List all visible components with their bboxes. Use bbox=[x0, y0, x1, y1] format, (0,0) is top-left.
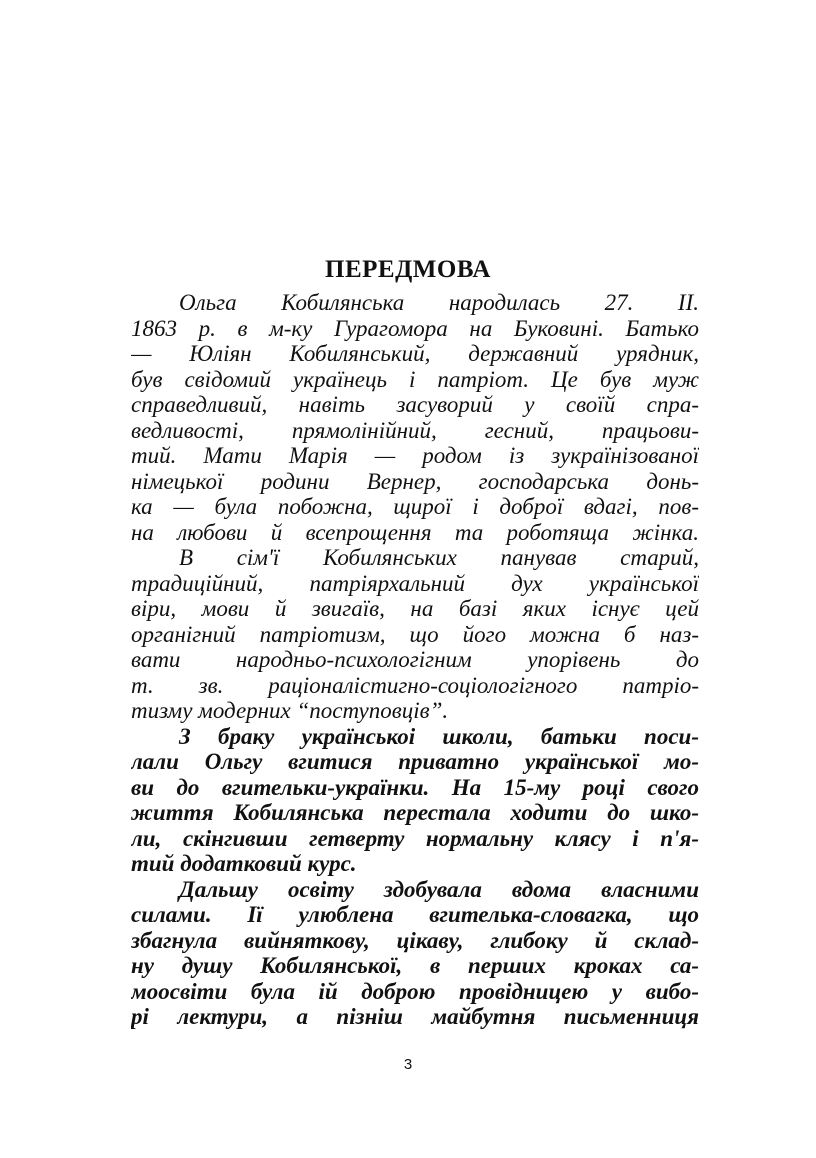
text-line: органігний патріотизм, що його можна б наз- bbox=[131, 621, 699, 647]
text-line: т. зв. раціоналістигно-соціологігного патріо- bbox=[131, 672, 699, 698]
paragraph-2 bbox=[131, 545, 699, 724]
page-number: 3 bbox=[403, 1056, 413, 1073]
paragraph-1 bbox=[131, 290, 699, 545]
text-line: ли, скінгивши гетверту нормальну клясу і п'я- bbox=[131, 825, 699, 851]
text-line: тизму модерних “поступовців”. bbox=[131, 698, 449, 723]
page-heading: ПЕРЕДМОВА bbox=[325, 256, 491, 283]
paragraph-4 bbox=[131, 877, 699, 1030]
text-line: — Юліян Кобилянський, державний урядник, bbox=[131, 341, 699, 366]
text-line: ка — була побожна, щирої і доброї вдагі, пов- bbox=[131, 494, 699, 519]
text-line: на любови й всепрощення та роботяща жінка. bbox=[131, 519, 699, 545]
text-line: 1863 р. в м-ку Гурагомора на Буковині. Батько bbox=[131, 315, 699, 341]
text-line: збагнула вийняткову, цікаву, глибоку й склад- bbox=[131, 927, 699, 953]
text-line: німецької родини Вернер, господарська донь- bbox=[131, 468, 699, 494]
text-line: З браку українськоі школи, батьки поси- bbox=[179, 723, 699, 749]
text-line: був свідомий українець і патріот. Це був муж bbox=[131, 366, 699, 392]
text-line: лали Ольгу вгитися приватно української мо- bbox=[131, 749, 699, 774]
text-line: силами. Ії улюблена вгителька-словагка, що bbox=[131, 902, 699, 927]
text-line: тий. Мати Марія — родом із зукраїнізованої bbox=[131, 443, 699, 468]
text-line: моосвіти була ій доброю провідницею у вибо- bbox=[131, 978, 699, 1004]
body-text bbox=[131, 290, 699, 1030]
paragraph-3 bbox=[131, 724, 699, 877]
text-line: Дальшу освіту здобувала вдома власними bbox=[179, 876, 699, 902]
text-line: справедливий, навіть засуворий у своїй спра- bbox=[131, 392, 699, 417]
text-line: рі лектури, а пізніш майбутня письменниця bbox=[131, 1004, 699, 1029]
text-line: традиційний, патріярхальний дух української bbox=[131, 570, 699, 596]
text-line: вати народньо-психологігним упорівень до bbox=[131, 647, 699, 672]
text-line: ви до вгительки-українки. На 15-му році свого bbox=[131, 774, 699, 800]
text-line: Ольга Кобилянська народилась 27. ІІ. bbox=[179, 290, 699, 315]
text-line: тий додатковий курс. bbox=[131, 851, 357, 876]
text-line: віри, мови й звигаїв, на базі яких існує цей bbox=[131, 596, 699, 621]
text-line: ведливості, прямолінійний, гесний, працьови- bbox=[131, 417, 699, 443]
text-line: життя Кобилянська перестала ходити до шко- bbox=[131, 800, 699, 825]
text-line: В сім'ї Кобилянських панував старий, bbox=[179, 545, 699, 570]
text-line: ну душу Кобилянської, в перших кроках са- bbox=[131, 953, 699, 978]
